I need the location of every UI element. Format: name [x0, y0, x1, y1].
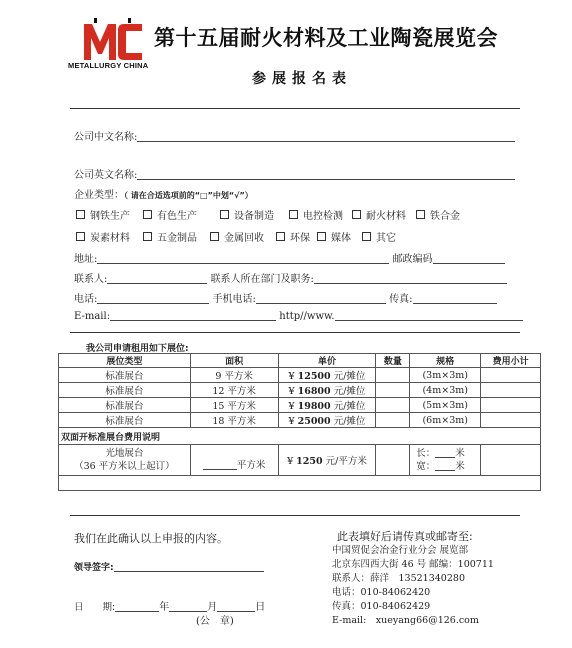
organizer-name: 中国贸促会冶金行业分会 展览部 — [332, 545, 469, 556]
col-header: 规格 — [410, 354, 481, 368]
table-row — [59, 398, 541, 413]
booth-type: 标准展台 — [59, 368, 191, 383]
booth-subtotal[interactable] — [481, 368, 541, 383]
bare-dimensions[interactable]: 长： 米 宽： 米 — [410, 445, 481, 476]
booth-quantity[interactable] — [376, 383, 410, 398]
checkbox[interactable] — [220, 210, 229, 219]
company-type-row — [74, 186, 253, 201]
table-row — [59, 383, 541, 398]
checkbox[interactable] — [143, 210, 152, 219]
organizer-address: 北京东四西大街 46 号 邮编：100711 — [332, 559, 494, 570]
checkbox[interactable] — [143, 232, 152, 241]
company-type-note: （ 请在合适选项前的“□”中划“√”） — [124, 191, 253, 200]
phone-input[interactable] — [97, 292, 209, 304]
checkbox[interactable] — [362, 232, 371, 241]
type-option[interactable]: 五金制品 — [143, 229, 197, 244]
company-cn-input[interactable] — [137, 130, 515, 142]
postcode-label: 邮政编码 — [392, 254, 433, 265]
contact-row — [74, 270, 507, 285]
mobile-input[interactable] — [256, 292, 386, 304]
bare-area[interactable]: 平方米 — [190, 445, 278, 476]
fax-label: 传真: — [389, 294, 413, 305]
email-row — [74, 309, 523, 322]
send-to-title: 此表填好后请传真或邮寄至: — [337, 530, 473, 543]
month-input[interactable] — [169, 600, 207, 612]
booth-area: 15 平方米 — [190, 398, 278, 413]
table-row — [59, 368, 541, 383]
double-open-title: 双面开标准展台费用说明 — [59, 428, 541, 445]
checkbox[interactable] — [210, 232, 219, 241]
table-row — [59, 413, 541, 428]
booth-area: 9 平方米 — [190, 368, 278, 383]
booth-area: 18 平方米 — [190, 413, 278, 428]
type-option[interactable]: 钢铁生产 — [76, 207, 130, 222]
booth-subtotal[interactable] — [481, 413, 541, 428]
type-option[interactable]: 铁合金 — [416, 207, 460, 222]
checkbox[interactable] — [416, 210, 425, 219]
logo-text: METALLURGY CHINA — [68, 61, 149, 70]
bare-space-row — [59, 445, 541, 476]
bare-quantity[interactable] — [376, 445, 410, 476]
booth-type: 标准展台 — [59, 383, 191, 398]
col-header: 费用小计 — [481, 354, 541, 368]
company-cn-row — [74, 128, 515, 143]
page-title: 第十五届耐火材料及工业陶瓷展览会 — [154, 26, 498, 50]
empty-row — [59, 476, 541, 491]
contact-label: 联系人: — [74, 274, 108, 285]
checkbox[interactable] — [352, 210, 361, 219]
checkbox[interactable] — [76, 232, 85, 241]
address-row — [74, 250, 505, 265]
company-en-row — [74, 166, 515, 181]
type-option[interactable]: 媒体 — [317, 229, 351, 244]
website-label: http//www. — [279, 311, 335, 322]
email-label: E-mail: — [74, 311, 111, 322]
checkbox[interactable] — [276, 232, 285, 241]
sign-row — [74, 560, 264, 573]
email-input[interactable] — [110, 309, 276, 321]
phone-label: 电话: — [74, 294, 98, 305]
divider — [70, 332, 520, 333]
empty-cell — [59, 476, 541, 491]
booth-spec: (3m×3m) — [410, 368, 481, 383]
sign-input[interactable] — [114, 560, 264, 572]
type-option[interactable]: 其它 — [362, 229, 396, 244]
booth-subtotal[interactable] — [481, 398, 541, 413]
company-cn-label: 公司中文名称: — [74, 132, 138, 143]
contact-dept-input[interactable] — [314, 272, 507, 284]
table-header-row — [59, 354, 541, 368]
checkbox[interactable] — [289, 210, 298, 219]
booth-section-title: 我公司申请租用如下展位: — [86, 344, 189, 354]
day-input[interactable] — [217, 600, 255, 612]
booth-spec: (4m×3m) — [410, 383, 481, 398]
address-label: 地址: — [74, 254, 98, 265]
booth-type: 标准展台 — [59, 398, 191, 413]
organizer-contact: 联系人：薛洋 13521340280 — [332, 573, 465, 584]
sign-label: 领导签字: — [74, 563, 114, 573]
divider — [70, 108, 520, 109]
company-type-label: 企业类型： — [74, 190, 124, 201]
fax-input[interactable] — [413, 292, 497, 304]
date-label: 日 期: — [74, 602, 116, 613]
seal-label: (公 章) — [196, 616, 234, 627]
booth-spec: (5m×3m) — [410, 398, 481, 413]
website-input[interactable] — [335, 309, 523, 321]
organizer-fax: 传真：010-84062429 — [332, 601, 431, 612]
year-input[interactable] — [115, 600, 159, 612]
organizer-phone: 电话：010-84062420 — [332, 587, 431, 598]
checkbox[interactable] — [76, 210, 85, 219]
bare-subtotal[interactable] — [481, 445, 541, 476]
double-open-row — [59, 428, 541, 445]
bare-price: ¥ 1250 元/平方米 — [278, 445, 376, 476]
booth-price: ¥ 12500 元/摊位 — [278, 368, 376, 383]
mobile-label: 手机电话: — [212, 294, 256, 305]
booth-spec: (6m×3m) — [410, 413, 481, 428]
booth-quantity[interactable] — [376, 398, 410, 413]
col-header: 单价 — [278, 354, 376, 368]
date-row: 日 期: 年 月 日 — [74, 602, 266, 613]
phone-row — [74, 290, 497, 305]
type-option[interactable]: 环保 — [276, 229, 310, 244]
col-header: 数量 — [376, 354, 410, 368]
booth-subtotal[interactable] — [481, 383, 541, 398]
bare-type: 光地展台 （36 平方米以上起订） — [59, 445, 191, 476]
divider — [70, 515, 520, 516]
company-en-input[interactable] — [137, 168, 515, 180]
type-option[interactable]: 有色生产 — [143, 207, 197, 222]
contact-dept-label: 联系人所在部门及职务: — [210, 274, 314, 285]
type-option[interactable]: 金属回收 — [210, 229, 264, 244]
type-option[interactable]: 设备制造 — [220, 207, 274, 222]
confirm-text: 我们在此确认以上申报的内容。 — [74, 532, 228, 545]
booth-quantity[interactable] — [376, 413, 410, 428]
booth-price: ¥ 16800 元/摊位 — [278, 383, 376, 398]
booth-type: 标准展台 — [59, 413, 191, 428]
type-option[interactable]: 炭素材料 — [76, 229, 130, 244]
col-header: 面积 — [190, 354, 278, 368]
organizer-email[interactable]: E-mail: xueyang66@126.com — [332, 615, 479, 626]
organizer-info — [332, 544, 494, 628]
checkbox[interactable] — [317, 232, 326, 241]
postcode-input[interactable] — [433, 252, 505, 264]
booth-table — [58, 353, 541, 491]
metallurgy-china-logo — [82, 18, 144, 62]
type-option[interactable]: 耐火材料 — [352, 207, 406, 222]
booth-price: ¥ 25000 元/摊位 — [278, 413, 376, 428]
form-subtitle: 参展报名表 — [252, 71, 352, 87]
col-header: 展位类型 — [59, 354, 191, 368]
address-input[interactable] — [97, 252, 389, 264]
contact-input[interactable] — [107, 272, 207, 284]
booth-area: 12 平方米 — [190, 383, 278, 398]
company-en-label: 公司英文名称: — [74, 170, 138, 181]
type-option[interactable]: 电控检测 — [289, 207, 343, 222]
booth-price: ¥ 19800 元/摊位 — [278, 398, 376, 413]
booth-quantity[interactable] — [376, 368, 410, 383]
